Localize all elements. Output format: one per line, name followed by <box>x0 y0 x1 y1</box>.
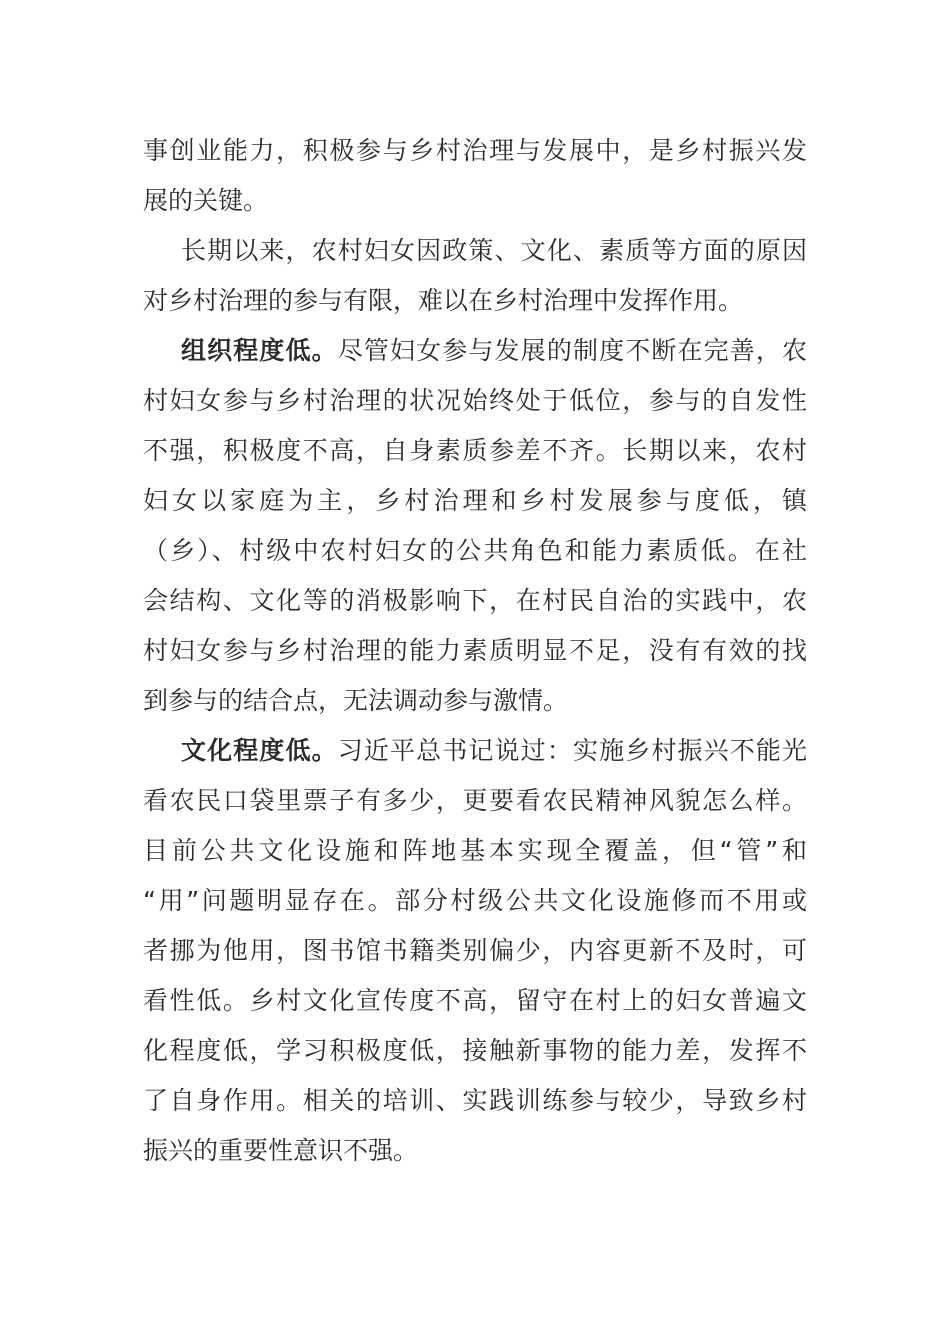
paragraph-1 <box>143 126 807 226</box>
text-run: 习近平总书记说过：实施乡村振兴不能光 <box>337 736 807 765</box>
document-body <box>143 126 807 1176</box>
text-line: 展的关键。 <box>143 186 269 215</box>
text-line: 事创业能力，积极参与乡村治理与发展中，是乡村振兴发 <box>143 136 807 165</box>
text-line: 目前公共文化设施和阵地基本实现全覆盖，但“管”和 <box>143 836 807 865</box>
text-line: “用”问题明显存在。部分村级公共文化设施修而不用或 <box>143 886 807 915</box>
text-line: 对乡村治理的参与有限，难以在乡村治理中发挥作用。 <box>143 286 744 315</box>
text-line: 看性低。乡村文化宣传度不高，留守在村上的妇女普遍文 <box>143 986 807 1015</box>
text-line: （乡）、村级中农村妇女的公共角色和能力素质低。在社 <box>143 536 807 565</box>
text-line: 化程度低，学习积极度低，接触新事物的能力差，发挥不 <box>143 1036 807 1065</box>
text-line: 看农民口袋里票子有多少，更要看农民精神风貌怎么样。 <box>143 786 807 815</box>
text-line <box>143 326 807 376</box>
text-line: 了自身作用。相关的培训、实践训练参与较少，导致乡村 <box>143 1086 807 1115</box>
paragraph-3 <box>143 326 807 726</box>
text-line: 妇女以家庭为主，乡村治理和乡村发展参与度低，镇 <box>143 486 807 515</box>
text-line: 会结构、文化等的消极影响下，在村民自治的实践中，农 <box>143 586 807 615</box>
text-line: 不强，积极度不高，自身素质参差不齐。长期以来，农村 <box>143 436 807 465</box>
text-line: 到参与的结合点，无法调动参与激情。 <box>143 686 569 715</box>
text-line: 振兴的重要性意识不强。 <box>143 1136 419 1165</box>
text-run: 尽管妇女参与发展的制度不断在完善，农 <box>337 336 807 365</box>
text-line <box>143 726 807 776</box>
paragraph-2 <box>143 226 807 326</box>
text-line: 者挪为他用，图书馆书籍类别偏少，内容更新不及时，可 <box>143 936 807 965</box>
text-line: 长期以来，农村妇女因政策、文化、素质等方面的原因 <box>181 236 807 265</box>
paragraph-heading: 文化程度低。 <box>181 736 338 765</box>
text-line: 村妇女参与乡村治理的状况始终处于低位，参与的自发性 <box>143 386 807 415</box>
paragraph-heading: 组织程度低。 <box>181 336 338 365</box>
text-line: 村妇女参与乡村治理的能力素质明显不足，没有有效的找 <box>143 636 807 665</box>
paragraph-4 <box>143 726 807 1176</box>
